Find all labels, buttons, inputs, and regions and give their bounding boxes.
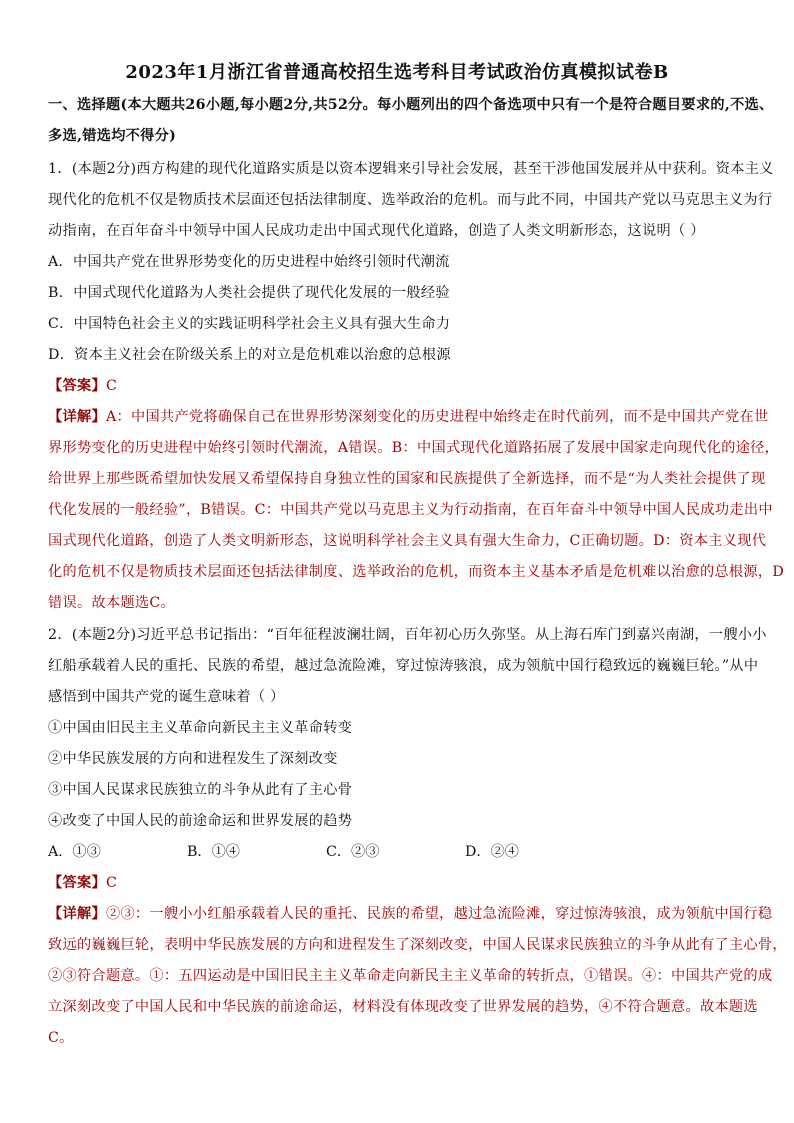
q1-option-d: D．资本主义社会在阶级关系上的对立是危机难以治愈的总根源 [48, 347, 451, 363]
q2-answer-value: C [105, 875, 118, 891]
q2-statement: ②中华民族发展的方向和进程发生了深刻改变 [48, 751, 338, 767]
q1-stem-line: 现代化的危机不仅是物质技术层面还包括法律制度、选举政治的危机。而与此不同，中国共产党以马克思主义为行 [48, 192, 773, 208]
q2-answer-label: 【答案】 [48, 875, 106, 891]
q2-detail-line [48, 899, 773, 930]
q1-stem-line: 1．(本题2分)西方构建的现代化道路实质是以资本逻辑来引导社会发展，甚至干涉他国发展并从中获利。资本主义 [48, 161, 774, 177]
question-1 [48, 154, 785, 619]
q1-detail-label: 【详解】 [48, 409, 106, 425]
q2-detail-text: ②③：一艘小小红船承载着人民的重托、民族的希望，越过急流险滩，穿过惊涛骇浪，成为领航中国行稳 [105, 906, 773, 922]
q2-detail-line: 立深刻改变了中国人民和中华民族的前途命运，材料没有体现改变了世界发展的趋势，④不符合题意。故本题选 [48, 999, 758, 1015]
section-instruction-line: 多选,错选均不得分) [48, 128, 177, 144]
question-2 [48, 620, 787, 1054]
q1-detail-line: 错误。故本题选C。 [48, 595, 176, 611]
q1-detail-line: 给世界上那些既希望加快发展又希望保持自身独立性的国家和民族提供了全新选择，而不是“为人类社会提供了现 [48, 471, 766, 487]
q2-stem-line: 2．(本题2分)习近平总书记指出：“百年征程波澜壮阔，百年初心历久弥坚。从上海石库门到嘉兴南湖，一艘小小 [48, 627, 767, 643]
q1-option-a: A．中国共产党在世界形势变化的历史进程中始终引领时代潮流 [48, 254, 450, 270]
q2-detail-line: ②③符合题意。①：五四运动是中国旧民主主义革命走向新民主主义革命的转折点，①错误。④：中国共产党的成 [48, 968, 773, 984]
q1-option-b: B．中国式现代化道路为人类社会提供了现代化发展的一般经验 [48, 285, 450, 301]
q2-detail-line: C。 [48, 1030, 74, 1046]
q1-detail-line: 界形势变化的历史进程中始终引领时代潮流，A错误。B：中国式现代化道路拓展了发展中国家走向现代化的途径， [48, 440, 780, 456]
q2-option-c: C．②③ [326, 844, 380, 860]
section-header [48, 90, 774, 152]
q2-option-d: D．②④ [465, 844, 519, 860]
q2-statement: ①中国由旧民主主义革命向新民主主义革命转变 [48, 720, 353, 736]
q2-stem-line: 感悟到中国共产党的诞生意味着（ ） [48, 689, 285, 705]
q2-option-a: A．①③ [48, 844, 101, 860]
q1-detail-line: 化的危机不仅是物质技术层面还包括法律制度、选举政治的危机，而资本主义基本矛盾是危机难以治愈的总根源，D [48, 564, 785, 580]
q1-answer-label: 【答案】 [48, 378, 106, 394]
q1-answer-value: C [105, 378, 118, 394]
q1-stem-line: 动指南，在百年奋斗中领导中国人民成功走出中国式现代化道路，创造了人类文明新形态，这说明（ ） [48, 223, 705, 239]
q1-detail-line [48, 402, 769, 433]
q1-detail-line: 代化发展的一般经验”，B错误。C：中国共产党以马克思主义为行动指南，在百年奋斗中领导中国人民成功走出中 [48, 502, 773, 518]
q2-statement: ③中国人民谋求民族独立的斗争从此有了主心骨 [48, 782, 353, 798]
q1-detail-text: A：中国共产党将确保自己在世界形势深刻变化的历史进程中始终走在时代前列，而不是中国共产党在世 [105, 409, 769, 425]
q2-stem-line: 红船承载着人民的重托、民族的希望，越过急流险滩，穿过惊涛骇浪，成为领航中国行稳致远的巍巍巨轮。”从中 [48, 658, 759, 674]
page-title: 2023年1月浙江省普通高校招生选考科目考试政治仿真模拟试卷B [125, 62, 669, 83]
q1-answer [48, 371, 756, 402]
q2-option-b: B．①④ [187, 844, 240, 860]
q1-option-c: C．中国特色社会主义的实践证明科学社会主义具有强大生命力 [48, 316, 451, 332]
q2-detail-label: 【详解】 [48, 906, 106, 922]
q2-detail-line: 致远的巍巍巨轮，表明中华民族发展的方向和进程发生了深刻改变，中国人民谋求民族独立的斗争从此有了主心骨， [48, 937, 787, 953]
q1-detail-line: 国式现代化道路，创造了人类文明新形态，这说明科学社会主义具有强大生命力，C正确切题。D：资本主义现代 [48, 533, 767, 549]
q2-options [48, 837, 756, 868]
section-instruction-line: 一、选择题(本大题共26小题,每小题2分,共52分。每小题列出的四个备选项中只有一个是符合题目要求的,不选、 [48, 97, 774, 113]
q2-statement: ④改变了中国人民的前途命运和世界发展的趋势 [48, 813, 353, 829]
q2-answer [48, 868, 756, 899]
